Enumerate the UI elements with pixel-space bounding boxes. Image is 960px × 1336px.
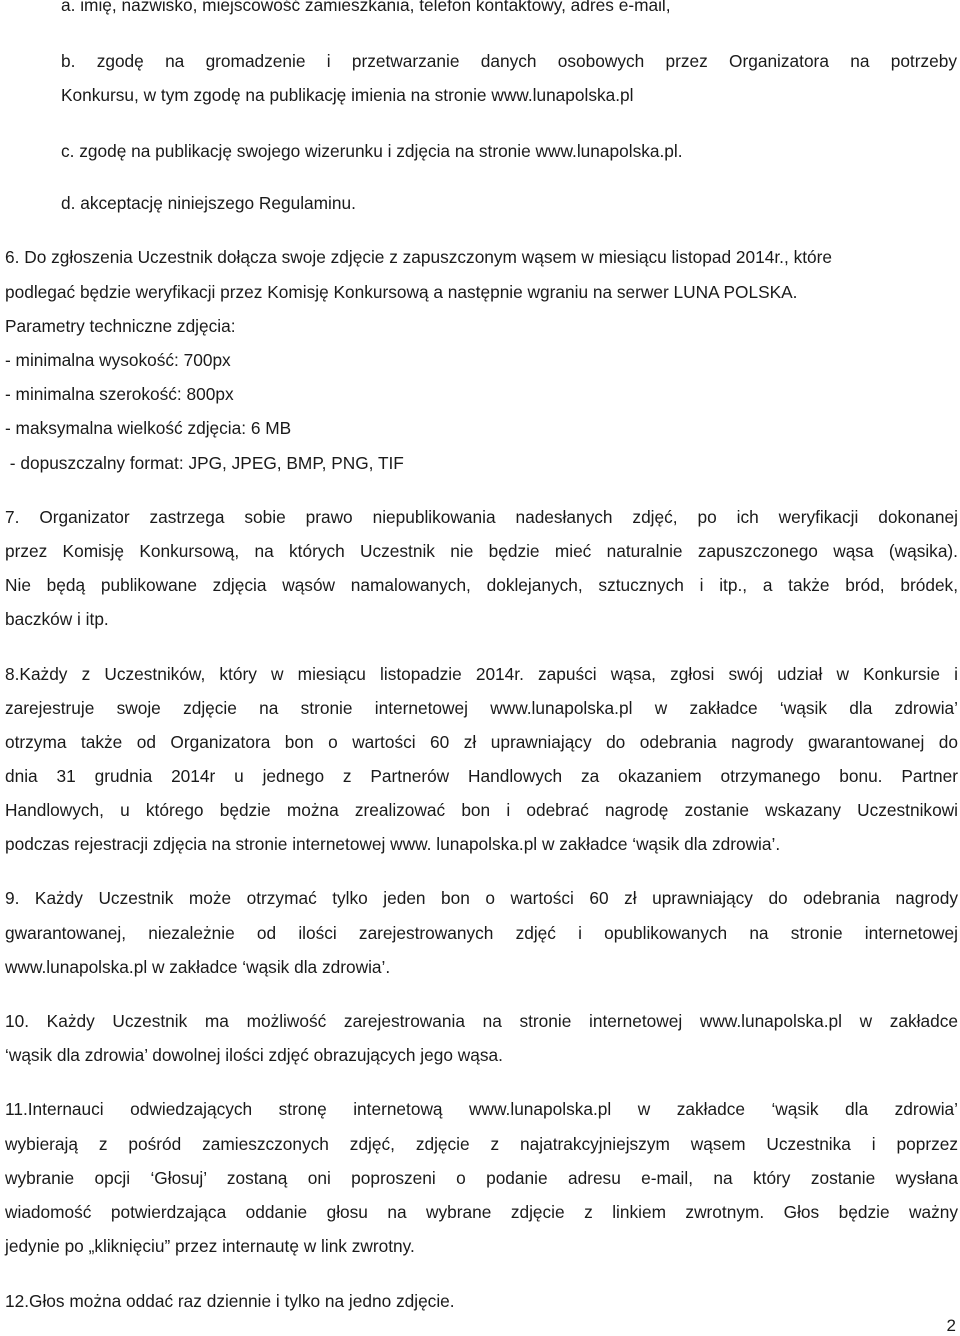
- consent-item-b-cont: Konkursu, w tym zgodę na publikację imienia na stronie www.lunapolska.pl: [61, 85, 634, 105]
- param-min-width: - minimalna szerokość: 800px: [5, 384, 234, 404]
- section-7-line-3: Nie będą publikowane zdjęcia wąsów namalowanych, doklejanych, sztucznych i itp., a także bród, bródek,: [5, 575, 958, 595]
- section-7-line-4: baczków i itp.: [5, 609, 109, 629]
- param-max-size: - maksymalna wielkość zdjęcia: 6 MB: [5, 418, 292, 438]
- consent-item-a: a. imię, nazwisko, miejscowość zamieszkania, telefon kontaktowy, adres e-mail,: [61, 0, 671, 15]
- consent-item-d: d. akceptację niniejszego Regulaminu.: [61, 193, 356, 213]
- section-6-line-2: podlegać będzie weryfikacji przez Komisję Konkursową a następnie wgraniu na serwer LUNA POLSKA.: [5, 282, 798, 302]
- consent-item-b: b. zgodę na gromadzenie i przetwarzanie danych osobowych przez Organizatora na potrzeby: [61, 51, 957, 71]
- section-8-line-2: zarejestruje swoje zdjęcie na stronie internetowej www.lunapolska.pl w zakładce ‘wąsik dla zdrowia’: [5, 698, 958, 718]
- section-9-line-3: www.lunapolska.pl w zakładce ‘wąsik dla zdrowia’.: [5, 957, 391, 977]
- section-9-line-2: gwarantowanej, niezależnie od ilości zarejestrowanych zdjęć i opublikowanych na stronie internetowej: [5, 923, 958, 943]
- section-8-line-5: Handlowych, u którego będzie można zrealizować bon i odebrać nagrodę zostanie wskazany Uczestnikowi: [5, 800, 958, 820]
- section-10-line-1: 10. Każdy Uczestnik ma możliwość zarejestrowania na stronie internetowej www.lunapolska.pl w zakładce: [5, 1011, 958, 1031]
- consent-item-c: c. zgodę na publikację swojego wizerunku i zdjęcia na stronie www.lunapolska.pl.: [61, 141, 683, 161]
- param-formats: - dopuszczalny format: JPG, JPEG, BMP, PNG, TIF: [5, 453, 404, 473]
- section-8-line-6: podczas rejestracji zdjęcia na stronie internetowej www. lunapolska.pl w zakładce ‘wąsik dla zdrowia’.: [5, 834, 781, 854]
- section-8-line-3: otrzyma także od Organizatora bon o wartości 60 zł uprawniający do odebrania nagrody gwarantowanej do: [5, 732, 958, 752]
- section-6-line-1: 6. Do zgłoszenia Uczestnik dołącza swoje zdjęcie z zapuszczonym wąsem w miesiącu listopad 2014r., które: [5, 247, 832, 267]
- section-11-line-1: 11.Internauci odwiedzających stronę internetową www.lunapolska.pl w zakładce ‘wąsik dla zdrowia’: [5, 1099, 958, 1119]
- section-10-line-2: ‘wąsik dla zdrowia’ dowolnej ilości zdjęć obrazujących jego wąsa.: [5, 1045, 503, 1065]
- section-9-line-1: 9. Każdy Uczestnik może otrzymać tylko jeden bon o wartości 60 zł uprawniający do odebrania nagrody: [5, 888, 958, 908]
- section-7-line-1: 7. Organizator zastrzega sobie prawo niepublikowania nadesłanych zdjęć, po ich weryfikacji dokonanej: [5, 507, 958, 527]
- section-11-line-5: jedynie po „kliknięciu” przez internautę w link zwrotny.: [5, 1236, 415, 1256]
- section-7-line-2: przez Komisję Konkursową, na których Uczestnik nie będzie mieć naturalnie zapuszczonego wąsa (wąsika).: [5, 541, 958, 561]
- section-8-line-4: dnia 31 grudnia 2014r u jednego z Partnerów Handlowych za okazaniem otrzymanego bonu. Partner: [5, 766, 958, 786]
- section-11-line-3: wybranie opcji ‘Głosuj’ zostaną oni poproszeni o podanie adresu e-mail, na który zostanie wysłana: [5, 1168, 958, 1188]
- section-6-params-heading: Parametry techniczne zdjęcia:: [5, 316, 236, 336]
- param-min-height: - minimalna wysokość: 700px: [5, 350, 231, 370]
- page-number: 2: [946, 1316, 956, 1335]
- section-12-line-1: 12.Głos można oddać raz dziennie i tylko na jedno zdjęcie.: [5, 1291, 455, 1311]
- section-11-line-4: wiadomość potwierdzająca oddanie głosu na wybrane zdjęcie z linkiem zwrotnym. Głos będzie ważny: [5, 1202, 958, 1222]
- section-11-line-2: wybierają z pośród zamieszczonych zdjęć, zdjęcie z najatrakcyjniejszym wąsem Uczestnika i poprzez: [5, 1134, 958, 1154]
- section-8-line-1: 8.Każdy z Uczestników, który w miesiącu listopadzie 2014r. zapuści wąsa, zgłosi swój udział w Konkursie i: [5, 664, 958, 684]
